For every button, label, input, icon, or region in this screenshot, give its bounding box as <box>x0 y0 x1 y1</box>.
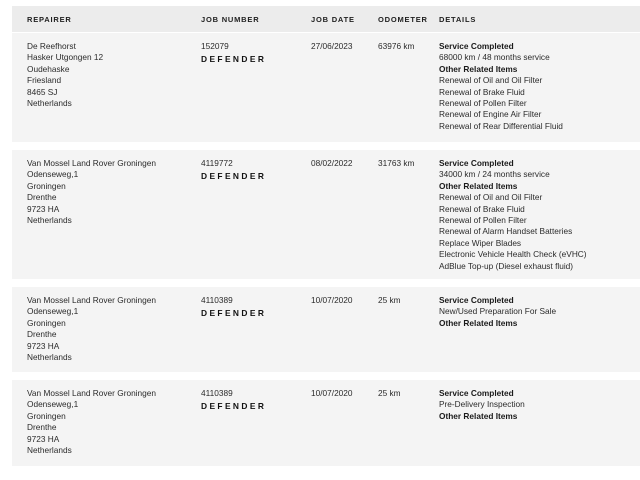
detail-heading: Service Completed <box>439 295 514 305</box>
job-date: 10/07/2020 <box>311 388 353 398</box>
detail-item: Renewal of Oil and Oil Filter <box>439 192 543 203</box>
job-number: 4110389 <box>201 295 233 305</box>
job-number-cell <box>201 295 266 319</box>
defender-logo: DEFENDER <box>201 308 267 319</box>
repairer-line: Odenseweg,1 <box>27 169 79 180</box>
repairer-line: Groningen <box>27 317 66 328</box>
job-date: 10/07/2020 <box>311 295 353 305</box>
detail-heading: Other Related Items <box>439 410 518 421</box>
table-row <box>12 150 640 279</box>
odometer-value: 25 km <box>378 295 401 305</box>
repairer-line: Groningen <box>27 180 66 191</box>
repairer-line: Netherlands <box>27 445 72 456</box>
detail-heading: Service Completed <box>439 158 514 168</box>
detail-item: Replace Wiper Blades <box>439 237 522 248</box>
repairer-line: Van Mossel Land Rover Groningen <box>27 158 156 168</box>
detail-item: Electronic Vehicle Health Check (eVHC) <box>439 249 587 260</box>
repairer-line: Odenseweg,1 <box>27 306 79 317</box>
repairer-line: 9723 HA <box>27 433 60 444</box>
odometer-value: 63976 km <box>378 41 415 51</box>
header-odometer: ODOMETER <box>378 15 428 24</box>
detail-item: Pre-Delivery Inspection <box>439 399 525 410</box>
detail-heading: Other Related Items <box>439 180 518 191</box>
service-details <box>439 295 556 329</box>
detail-item: 34000 km / 24 months service <box>439 169 550 180</box>
job-number-cell <box>201 388 266 412</box>
header-job-date: JOB DATE <box>311 15 355 24</box>
repairer-line: Netherlands <box>27 215 72 226</box>
service-details <box>439 158 587 272</box>
table-row <box>12 380 640 466</box>
repairer-line: Netherlands <box>27 352 72 363</box>
defender-logo: DEFENDER <box>201 171 267 182</box>
repairer-line: De Reefhorst <box>27 41 76 51</box>
detail-item: Renewal of Engine Air Filter <box>439 109 542 120</box>
repairer-address <box>27 41 103 109</box>
repairer-line: Netherlands <box>27 98 72 109</box>
service-details <box>439 388 525 422</box>
repairer-line: Drenthe <box>27 329 57 340</box>
repairer-address <box>27 295 156 363</box>
detail-item: 68000 km / 48 months service <box>439 52 550 63</box>
repairer-line: Hasker Utgongen 12 <box>27 52 104 63</box>
job-number: 4119772 <box>201 158 233 168</box>
repairer-line: Van Mossel Land Rover Groningen <box>27 295 156 305</box>
repairer-line: Drenthe <box>27 422 57 433</box>
detail-item: New/Used Preparation For Sale <box>439 306 557 317</box>
service-details <box>439 41 563 132</box>
job-date: 08/02/2022 <box>311 158 353 168</box>
defender-logo: DEFENDER <box>201 54 267 65</box>
detail-item: AdBlue Top-up (Diesel exhaust fluid) <box>439 260 574 271</box>
repairer-line: 9723 HA <box>27 340 60 351</box>
defender-logo: DEFENDER <box>201 401 267 412</box>
detail-heading: Other Related Items <box>439 63 518 74</box>
repairer-line: Van Mossel Land Rover Groningen <box>27 388 156 398</box>
detail-item: Renewal of Pollen Filter <box>439 215 527 226</box>
odometer-value: 31763 km <box>378 158 415 168</box>
repairer-address <box>27 388 156 456</box>
header-details: DETAILS <box>439 15 477 24</box>
table-header <box>12 6 640 32</box>
job-number: 4110389 <box>201 388 233 398</box>
table-row <box>12 33 640 142</box>
header-repairer: REPAIRER <box>27 15 72 24</box>
job-number-cell <box>201 158 266 182</box>
repairer-address <box>27 158 156 226</box>
detail-item: Renewal of Rear Differential Fluid <box>439 120 563 131</box>
repairer-line: Odenseweg,1 <box>27 399 79 410</box>
header-job-number: JOB NUMBER <box>201 15 260 24</box>
job-date: 27/06/2023 <box>311 41 353 51</box>
odometer-value: 25 km <box>378 388 401 398</box>
repairer-line: Oudehaske <box>27 63 70 74</box>
detail-heading: Service Completed <box>439 388 514 398</box>
detail-item: Renewal of Alarm Handset Batteries <box>439 226 573 237</box>
detail-item: Renewal of Pollen Filter <box>439 98 527 109</box>
detail-heading: Service Completed <box>439 41 514 51</box>
repairer-line: 9723 HA <box>27 203 60 214</box>
detail-item: Renewal of Brake Fluid <box>439 86 525 97</box>
detail-item: Renewal of Brake Fluid <box>439 203 525 214</box>
repairer-line: Groningen <box>27 410 66 421</box>
repairer-line: Friesland <box>27 75 62 86</box>
job-number: 152079 <box>201 41 229 51</box>
repairer-line: Drenthe <box>27 192 57 203</box>
repairer-line: 8465 SJ <box>27 86 58 97</box>
detail-heading: Other Related Items <box>439 317 518 328</box>
detail-item: Renewal of Oil and Oil Filter <box>439 75 543 86</box>
job-number-cell <box>201 41 266 65</box>
table-row <box>12 287 640 372</box>
